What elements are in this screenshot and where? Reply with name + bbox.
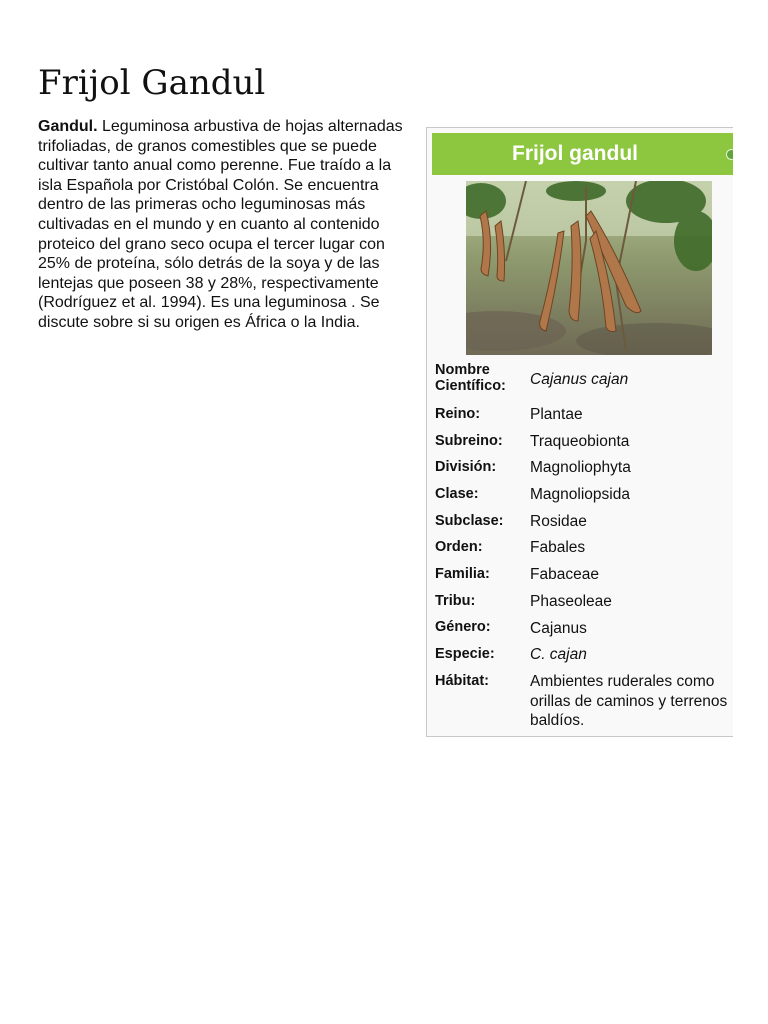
- intro-text: Leguminosa arbustiva de hojas alternadas trifoliadas, de granos comestibles que se puede cultivar tanto anual como perenne. Fue traído a la isla Española por Cristóbal Colón. Se encuentra dentro de las primeras ocho leguminosas más cultivadas en el mundo y en cuanto al contenido proteico del grano seco ocupa el tercer lugar con 25% de proteína, sólo detrás de la soya y de las lentejas que poseen 38 y 28%, respectivamente (Rodríguez et al. 1994). Es una leguminosa . Se discute sobre si su origen es África o la India.: [38, 118, 403, 331]
- row-label-genero: Género:: [435, 619, 491, 635]
- row-label-especie: Especie:: [435, 646, 495, 662]
- page-title: Frijol Gandul: [38, 63, 266, 103]
- row-label-tribu: Tribu:: [435, 593, 476, 609]
- row-value-genero: Cajanus: [530, 620, 587, 637]
- row-value-subclase: Rosidae: [530, 513, 587, 530]
- row-value-tribu: Phaseoleae: [530, 593, 612, 610]
- row-label-subclase: Subclase:: [435, 513, 504, 529]
- row-label-subreino: Subreino:: [435, 433, 503, 449]
- row-value-division: Magnoliophyta: [530, 459, 631, 476]
- row-value-orden: Fabales: [530, 539, 586, 556]
- row-label-division: División:: [435, 459, 497, 475]
- infobox: [426, 127, 733, 737]
- pigeon-pea-photo: [466, 181, 712, 355]
- intro-bold-term: Gandul.: [38, 118, 98, 135]
- row-label-habitat: Hábitat:: [435, 673, 489, 689]
- header-dot-icon: [726, 149, 733, 160]
- intro-paragraph: [38, 117, 406, 333]
- row-label-clase: Clase:: [435, 486, 479, 502]
- row-label-orden: Orden:: [435, 539, 483, 555]
- row-value-subreino: Traqueobionta: [530, 433, 630, 450]
- row-label-nombre-cientifico: Nombre Científico:: [435, 362, 506, 394]
- row-value-familia: Fabaceae: [530, 566, 599, 583]
- row-value-clase: Magnoliopsida: [530, 486, 630, 503]
- infobox-header: [432, 133, 733, 175]
- row-value-habitat: Ambientes ruderales como orillas de caminos y terrenos baldíos.: [530, 673, 728, 729]
- row-value-especie: C. cajan: [530, 646, 587, 663]
- infobox-clip: [426, 127, 733, 739]
- infobox-title: Frijol gandul: [512, 142, 638, 165]
- row-value-nombre-cientifico: Cajanus cajan: [530, 371, 629, 388]
- row-label-reino: Reino:: [435, 406, 481, 422]
- row-label-familia: Familia:: [435, 566, 490, 582]
- row-value-reino: Plantae: [530, 406, 583, 423]
